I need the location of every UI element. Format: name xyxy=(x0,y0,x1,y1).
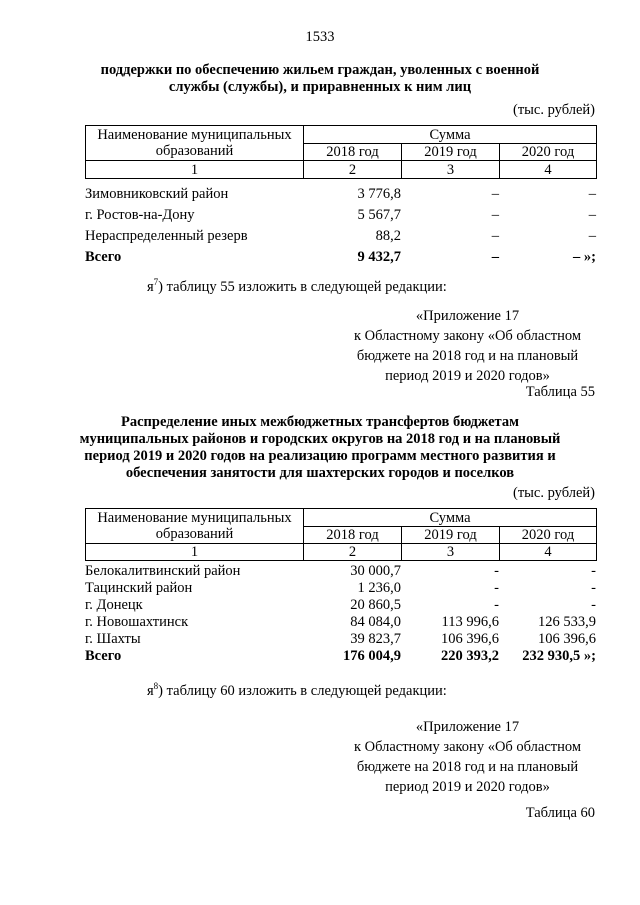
paragraph-text: ) таблицу 55 изложить в следующей редакции: xyxy=(158,279,447,295)
section2-title-line: Распределение иных межбюджетных трансфертов бюджетам xyxy=(121,414,519,430)
value-2020: – xyxy=(588,186,596,202)
value-2019: 106 396,6 xyxy=(441,631,499,647)
column-number: 1 xyxy=(86,161,304,179)
municipality-name: г. Шахты xyxy=(85,631,141,647)
municipality-name: г. Донецк xyxy=(85,597,143,613)
section2-units: (тыс. рублей) xyxy=(513,485,595,501)
table-row xyxy=(85,597,596,614)
total-2020: – »; xyxy=(573,249,596,265)
value-2020: - xyxy=(591,563,596,579)
value-2018: 20 860,5 xyxy=(350,597,401,613)
value-2018: 84 084,0 xyxy=(350,614,401,630)
year-header: 2018 год xyxy=(304,527,402,544)
paragraph-text: ) таблицу 60 изложить в следующей редакции: xyxy=(158,683,447,699)
total-2018: 176 004,9 xyxy=(343,648,401,664)
total-label: Всего xyxy=(85,648,122,664)
appendix-line: «Приложение 17 xyxy=(415,308,520,324)
section2-title-line: муниципальных районов и городских округов на 2018 год и на плановый xyxy=(79,431,561,447)
appendix-reference xyxy=(340,306,595,386)
year-header: 2020 год xyxy=(500,144,597,161)
paragraph-superscript: 7 xyxy=(153,277,159,288)
appendix-line: бюджете на 2018 год и на плановый xyxy=(356,348,579,364)
value-2020: 106 396,6 xyxy=(538,631,596,647)
column-number: 4 xyxy=(500,544,597,561)
section1-title-line: поддержки по обеспечению жильем граждан, уволенных с военной xyxy=(100,62,540,78)
page-number: 1533 xyxy=(305,29,335,45)
table-label: Таблица 55 xyxy=(525,384,595,400)
section1-title-line: службы (службы), и приравненных к ним лиц xyxy=(168,79,472,95)
column-number: 2 xyxy=(304,544,402,561)
section1-units: (тыс. рублей) xyxy=(513,102,595,118)
appendix-reference xyxy=(340,717,595,797)
municipality-name: Зимовниковский район xyxy=(85,186,229,202)
table-row xyxy=(85,226,596,247)
section1-table-body xyxy=(85,184,596,268)
column-number: 3 xyxy=(402,544,500,561)
table-row xyxy=(85,563,596,580)
table-row xyxy=(85,184,596,205)
paragraph-superscript: 8 xyxy=(153,681,159,692)
year-header: 2020 год xyxy=(500,527,597,544)
value-2020: - xyxy=(591,597,596,613)
name-column-header-line: Наименование муниципальных xyxy=(97,510,292,526)
appendix-line: бюджете на 2018 год и на плановый xyxy=(356,759,579,775)
total-label: Всего xyxy=(85,249,122,265)
municipality-name: г. Новошахтинск xyxy=(85,614,189,630)
name-column-header xyxy=(86,126,304,161)
amendment-paragraph xyxy=(147,683,447,700)
value-2020: - xyxy=(591,580,596,596)
section2-table-body xyxy=(85,563,596,665)
year-header: 2018 год xyxy=(304,144,402,161)
total-2019: 220 393,2 xyxy=(441,648,499,664)
total-row xyxy=(85,648,596,665)
municipality-name: Белокалитвинский район xyxy=(85,563,241,579)
sum-header: Сумма xyxy=(304,126,597,144)
table-label: Таблица 60 xyxy=(525,805,595,821)
value-2019: – xyxy=(491,186,499,202)
value-2018: 30 000,7 xyxy=(350,563,401,579)
value-2018: 39 823,7 xyxy=(350,631,401,647)
value-2018: 1 236,0 xyxy=(357,580,401,596)
municipality-name: г. Ростов-на-Дону xyxy=(85,207,195,223)
year-header: 2019 год xyxy=(402,144,500,161)
table-row xyxy=(85,614,596,631)
table-row xyxy=(85,631,596,648)
column-number: 3 xyxy=(402,161,500,179)
value-2019: - xyxy=(494,563,499,579)
column-number: 4 xyxy=(500,161,597,179)
section2-title xyxy=(70,414,570,482)
appendix-line: период 2019 и 2020 годов» xyxy=(385,779,550,795)
appendix-line: к Областному закону «Об областном xyxy=(353,739,582,755)
total-2019: – xyxy=(491,249,499,265)
column-number: 1 xyxy=(86,544,304,561)
name-column-header xyxy=(86,509,304,544)
value-2018: 5 567,7 xyxy=(357,207,401,223)
table-row xyxy=(85,205,596,226)
paragraph-letter: я xyxy=(147,683,154,699)
name-column-header-line: Наименование муниципальных xyxy=(97,127,292,143)
name-column-header-line: образований xyxy=(155,526,234,542)
value-2019: 113 996,6 xyxy=(441,614,499,630)
value-2018: 88,2 xyxy=(375,228,401,244)
total-row xyxy=(85,247,596,268)
appendix-line: период 2019 и 2020 годов» xyxy=(385,368,550,384)
year-header: 2019 год xyxy=(402,527,500,544)
municipality-name: Нераспределенный резерв xyxy=(85,228,248,244)
section2-title-line: период 2019 и 2020 годов на реализацию программ местного развития и xyxy=(84,448,556,464)
total-2020: 232 930,5 »; xyxy=(522,648,596,664)
section2-table-header xyxy=(85,508,597,561)
value-2018: 3 776,8 xyxy=(357,186,401,202)
table-row xyxy=(85,580,596,597)
total-2018: 9 432,7 xyxy=(357,249,401,265)
sum-header: Сумма xyxy=(304,509,597,527)
value-2019: - xyxy=(494,597,499,613)
appendix-line: «Приложение 17 xyxy=(415,719,520,735)
paragraph-letter: я xyxy=(147,279,154,295)
value-2019: - xyxy=(494,580,499,596)
value-2020: – xyxy=(588,228,596,244)
column-number: 2 xyxy=(304,161,402,179)
section1-table-header xyxy=(85,125,597,179)
value-2020: 126 533,9 xyxy=(538,614,596,630)
amendment-paragraph xyxy=(147,279,447,296)
appendix-line: к Областному закону «Об областном xyxy=(353,328,582,344)
value-2020: – xyxy=(588,207,596,223)
section2-title-line: обеспечения занятости для шахтерских городов и поселков xyxy=(125,465,515,481)
section1-title xyxy=(85,62,555,96)
value-2019: – xyxy=(491,207,499,223)
name-column-header-line: образований xyxy=(155,143,234,159)
municipality-name: Тацинский район xyxy=(85,580,193,596)
value-2019: – xyxy=(491,228,499,244)
